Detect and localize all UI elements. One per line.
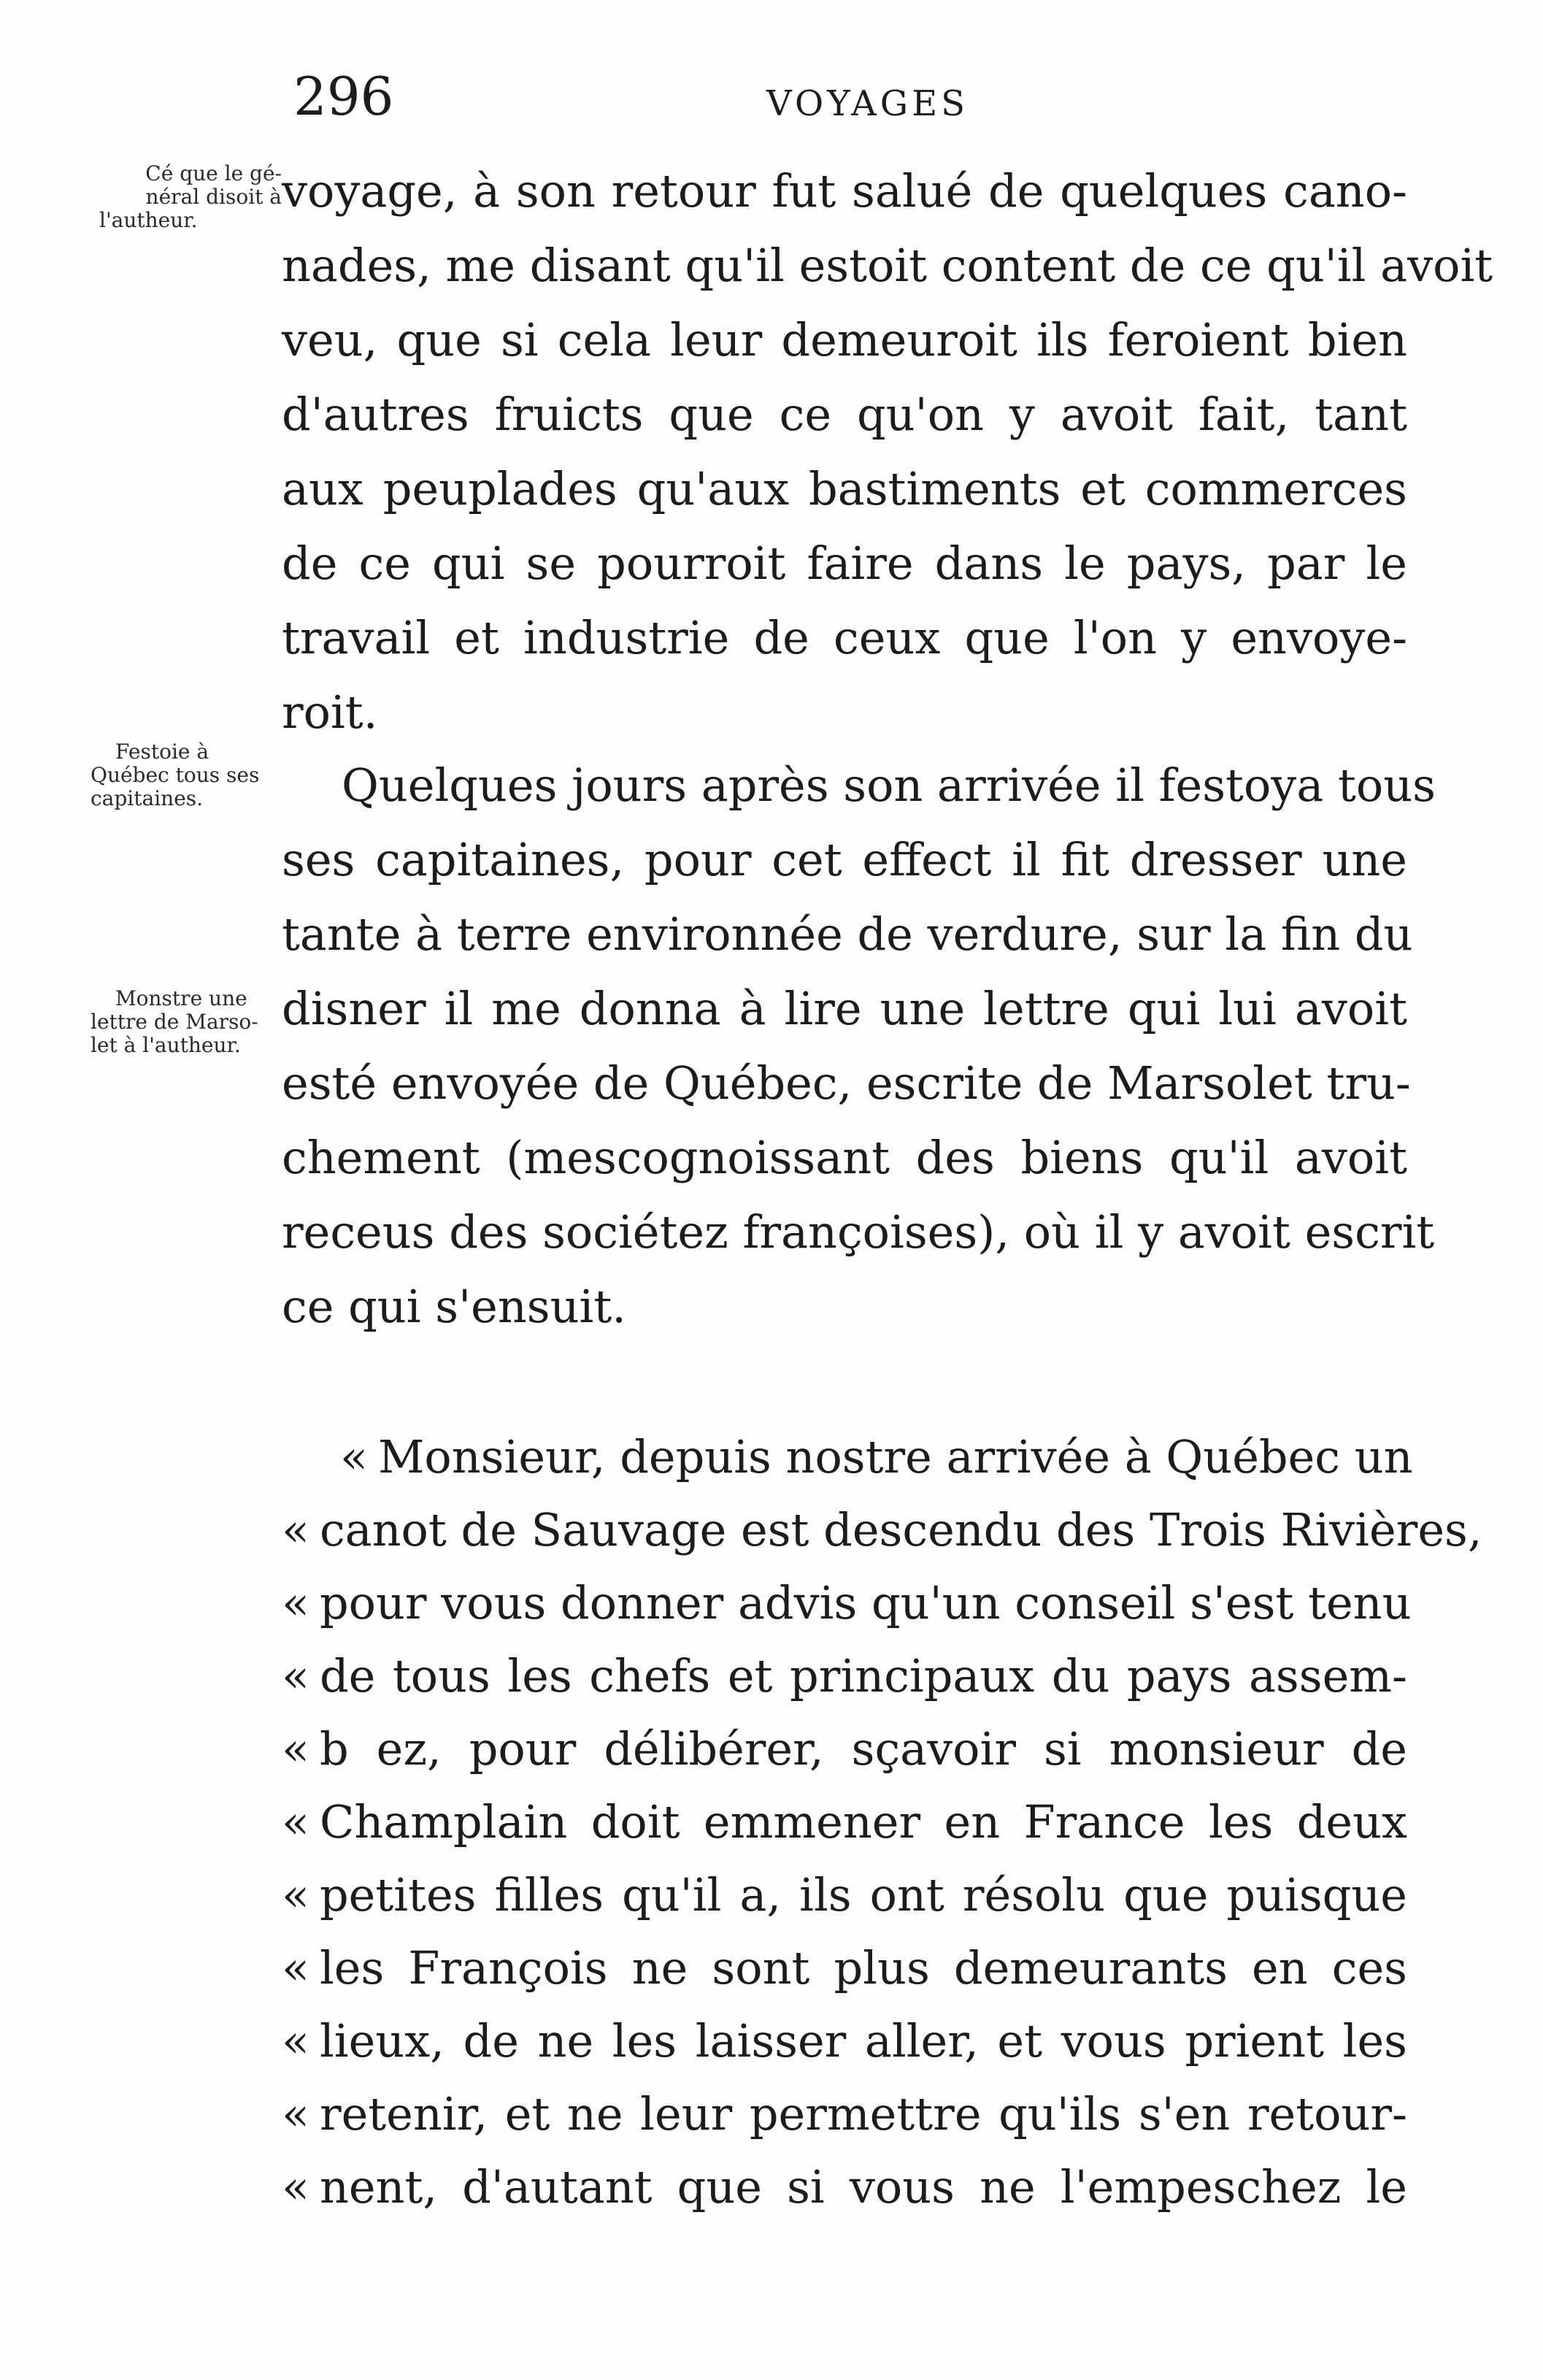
quote-text: Monsieur, depuis nostre arrivée à Québec un — [377, 1430, 1413, 1483]
quote-line — [282, 1576, 1412, 1629]
text-line: Quelques jours après son arrivée il festoya tous — [342, 759, 1436, 812]
quote-text: de tous les chefs et principaux du pays assem- — [319, 1649, 1407, 1703]
quote-mark: « — [282, 1576, 309, 1629]
quote-mark: « — [282, 1649, 309, 1703]
text-line: aux peuplades qu'aux bastiments et commerces — [282, 462, 1407, 515]
quote-mark: « — [282, 1941, 309, 1995]
margin-note-line: Festoie à — [115, 740, 209, 764]
quote-mark: « — [282, 1722, 309, 1776]
quote-line — [282, 2015, 1407, 2068]
quote-mark: « — [282, 2087, 309, 2141]
quote-line — [282, 2161, 1407, 2214]
quote-mark: « — [340, 1430, 368, 1483]
quote-line — [282, 2088, 1407, 2141]
text-line: roit. — [282, 686, 378, 739]
text-line: disner il me donna à lire une lettre qui lui avoit — [282, 982, 1407, 1035]
margin-note-line: l'autheur. — [99, 208, 198, 232]
quote-line — [282, 1796, 1407, 1849]
quote-line — [282, 1942, 1407, 1995]
quote-text: lieux, de ne les laisser aller, et vous prient les — [319, 2014, 1407, 2068]
margin-note-line: néral disoit à — [145, 185, 282, 209]
margin-note-line: capitaines. — [91, 786, 204, 810]
margin-note-1 — [99, 162, 282, 232]
text-line: nades, me disant qu'il estoit content de ce qu'il avoit — [282, 239, 1493, 292]
margin-note-3 — [91, 987, 273, 1057]
quote-mark: « — [282, 1503, 309, 1556]
quote-text: nent, d'autant que si vous ne l'empeschez le — [319, 2160, 1407, 2214]
text-line: veu, que si cela leur demeuroit ils feroient bien — [282, 313, 1407, 366]
text-line: tante à terre environnée de verdure, sur la fin du — [282, 907, 1413, 961]
text-line: chement (mescognoissant des biens qu'il avoit — [282, 1131, 1407, 1184]
margin-note-line: lettre de Marso- — [91, 1010, 258, 1034]
text-line: d'autres fruicts que ce qu'on y avoit fait, tant — [282, 388, 1407, 441]
quote-line — [340, 1430, 1413, 1483]
quote-text: les François ne sont plus demeurants en ces — [319, 1941, 1407, 1995]
page-number: 296 — [293, 66, 394, 127]
quote-line — [282, 1723, 1407, 1776]
quote-mark: « — [282, 2160, 309, 2214]
margin-note-line: Monstre une — [115, 986, 247, 1010]
quote-mark: « — [282, 1795, 309, 1849]
margin-note-line: Cé que le gé- — [145, 161, 282, 185]
quote-mark: « — [282, 1868, 309, 1922]
text-line: travail et industrie de ceux que l'on y envoye- — [282, 611, 1407, 664]
running-head: VOYAGES — [766, 83, 969, 124]
quote-text: b ez, pour délibérer, sçavoir si monsieur de — [319, 1722, 1407, 1776]
quote-line — [282, 1650, 1407, 1703]
margin-note-line: let à l'autheur. — [91, 1033, 241, 1057]
text-line: esté envoyée de Québec, escrite de Marsolet tru- — [282, 1056, 1411, 1110]
margin-note-line: Québec tous ses — [91, 763, 260, 787]
quote-text: pour vous donner advis qu'un conseil s'est tenu — [319, 1576, 1412, 1629]
quote-text: canot de Sauvage est descendu des Trois Rivières, — [319, 1503, 1482, 1556]
text-line: de ce qui se pourroit faire dans le pays, par le — [282, 537, 1407, 590]
quote-text: retenir, et ne leur permettre qu'ils s'en retour- — [319, 2087, 1407, 2141]
quote-text: Champlain doit emmener en France les deux — [319, 1795, 1407, 1849]
text-line: voyage, à son retour fut salué de quelques cano- — [282, 164, 1407, 218]
quote-text: petites filles qu'il a, ils ont résolu que puisque — [319, 1868, 1407, 1922]
quote-line — [282, 1503, 1482, 1556]
quote-mark: « — [282, 2014, 309, 2068]
text-line: ce qui s'ensuit. — [282, 1280, 626, 1333]
text-line: receus des sociétez françoises), où il y avoit escrit — [282, 1205, 1435, 1259]
margin-note-2 — [91, 740, 266, 810]
quote-line — [282, 1869, 1407, 1922]
text-line: ses capitaines, pour cet effect il fit dresser une — [282, 833, 1407, 886]
